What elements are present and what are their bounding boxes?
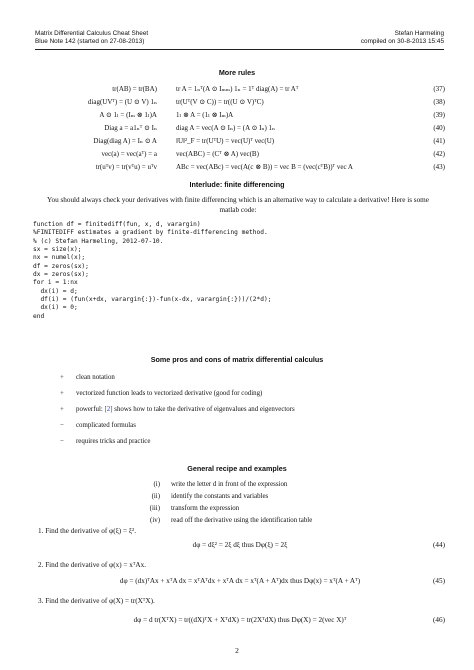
step-number: (iii) [149,505,160,512]
example-question: 3. Find the derivative of φ(X) = tr(XᵀX). [38,597,155,605]
rule-right: tr A = 1ₙᵀ(A ⊙ Iₘₘ) 1ₙ = 1ᵀ diag(A) = tr Aᵀ [176,85,299,93]
interlude-text: You should always check your derivatives with finite differencing which is an alternative way to calculate a derivative! Here is some matlab code: [47,196,429,214]
plus-icon: + [60,406,64,413]
list-item-text: complicated formulas [76,422,136,429]
rule-left: diag(UVᵀ) = (U ⊙ V) 1ₙ [87,98,157,106]
section-title-recipe: General recipe and examples [187,464,287,473]
list-item-text: clean notation [76,374,115,381]
list-item [60,374,115,381]
header-author: Stefan Harmeling [394,30,444,37]
step-number: (iv) [150,517,160,524]
equation-body: dφ = dξ² = 2ξ dξ thus Dφ(ξ) = 2ξ [192,541,288,549]
plus-icon: + [60,390,64,397]
equation-number: (40) [433,124,445,132]
rule-row [35,124,445,134]
rule-right: vec(ABC) = (Cᵀ ⊗ A) vec(B) [176,150,259,158]
code-line: sx = size(x); [33,246,82,254]
list-item [60,422,136,429]
minus-icon: − [60,438,64,445]
step-text: read off the derivative using the identification table [171,517,313,524]
recipe-step [142,493,268,500]
rule-right: 1ₗ ⊗ A = (1ₗ ⊗ Iₘ)A [176,111,234,119]
header-compiled: compiled on 30-8-2013 15:45 [360,38,444,46]
rule-left: Diag(diag A) = Iₙ ⊙ A [93,137,157,145]
code-line: % (c) Stefan Harmeling, 2012-07-10. [33,237,164,245]
rule-right: diag A = vec(A ⊙ Iₙ) = (A ⊙ Iₙ) 1ₙ [176,124,276,132]
page-number: 2 [235,646,239,655]
rule-left: tr(uᵀv) = tr(vᵀu) = uᵀv [95,163,157,171]
rule-row [35,150,445,160]
code-block [33,221,271,321]
code-line: %FINITEDIFF estimates a gradient by finite-differencing method. [33,229,268,237]
code-line: df = zeros(sx); [33,262,89,270]
code-line: function df = finitediff(fun, x, d, varargin) [33,221,201,228]
rule-row [35,85,445,95]
equation-number: (39) [433,111,445,119]
minus-icon: − [60,422,64,429]
example-equation [35,541,445,553]
code-line: end [33,312,45,320]
rule-right: ‖U‖²_F = tr(UᵀU) = vec(U)ᵀ vec(U) [176,137,275,145]
step-number: (ii) [151,493,160,500]
rule-row [35,98,445,108]
equation-number: (42) [433,150,445,158]
header-right [361,30,444,47]
rule-row [35,137,445,147]
rule-left: Diag a = a1ₙᵀ ⊙ Iₙ [104,124,157,132]
header-left [35,30,148,47]
step-text: transform the expression [171,505,240,512]
step-number: (i) [153,481,160,488]
equation-number: (37) [433,85,445,93]
section-title-more-rules: More rules [218,68,256,77]
example-question: 2. Find the derivative of φ(x) = xᵀAx. [38,561,147,569]
header-divider [35,49,444,50]
equation-body: dφ = d tr(XᵀX) = tr((dX)ᵀX + XᵀdX) = tr(2XᵀdX) thus Dφ(X) = 2(vec X)ᵀ [133,616,347,624]
list-item-text: powerful: [76,406,105,413]
example-equation [35,577,445,589]
citation-link[interactable]: [2] [104,406,113,413]
list-item [60,438,150,445]
equation-number: (44) [433,541,445,549]
code-line: dx(i) = d; [33,287,78,295]
section-title-pros-cons: Some pros and cons of matrix differential calculus [150,355,324,364]
code-line: dx(i) = 0; [33,304,78,312]
rule-left: tr(AB) = tr(BA) [112,85,157,93]
equation-number: (41) [433,137,445,145]
header-title: Matrix Differential Calculus Cheat Sheet [35,30,149,37]
equation-number: (38) [433,98,445,106]
step-text: identify the constants and variables [171,493,269,500]
list-item-text: requires tricks and practice [76,438,151,445]
rule-row [35,111,445,121]
list-item-text: vectorized function leads to vectorized derivative (good for coding) [76,390,263,397]
code-line: df(i) = (fun(x+dx, varargin{:})-fun(x-dx, varargin{:}))/(2*d); [33,296,272,304]
code-line: for i = 1:nx [33,279,78,287]
plus-icon: + [60,374,64,381]
rule-left: vec(a) = vec(aᵀ) = a [101,150,157,158]
rule-row [35,163,445,173]
equation-number: (43) [433,163,445,171]
equation-number: (45) [433,577,445,585]
code-line: dx = zeros(sx); [33,271,89,279]
equation-body: dφ = (dx)ᵀAx + xᵀA dx = xᵀAᵀdx + xᵀA dx = xᵀ(A + Aᵀ)dx thus Dφ(x) = xᵀ(A + Aᵀ) [119,577,361,585]
list-item [60,390,262,397]
recipe-step [142,481,287,488]
recipe-step [142,517,312,524]
list-item-text: shows how to take the derivative of eigenvalues and eigenvectors [112,406,295,413]
section-title-interlude: Interlude: finite differencing [189,180,285,189]
rule-right: ABc = vec(ABc) = vec(A(c ⊗ B)) = vec B = (vec(cᵀB))ᵀ vec A [176,163,353,171]
recipe-step [142,505,239,512]
list-item [60,406,295,413]
equation-number: (46) [433,616,445,624]
code-line: nx = numel(x); [33,254,86,262]
rule-left: A ⊙ 1ₗ = (Iₘ ⊗ 1ₗ)A [99,111,157,119]
step-text: write the letter d in front of the expression [171,481,288,488]
rule-right: tr(Uᵀ(V ⊙ C)) = tr((U ⊙ V)ᵀC) [176,98,264,106]
header-subtitle: Blue Note 142 (started on 27-08-2013) [35,38,145,46]
example-equation [35,616,445,628]
example-question: 1. Find the derivative of φ(ξ) = ξ². [38,527,137,535]
